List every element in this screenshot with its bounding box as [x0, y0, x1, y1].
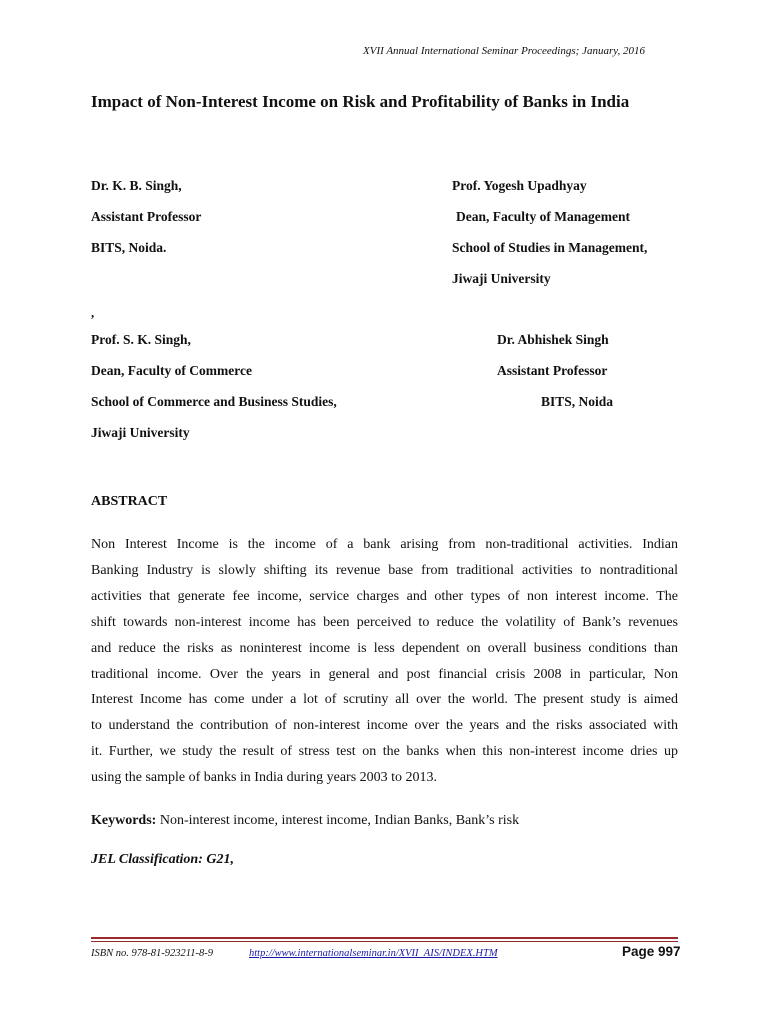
- author3-position: Dean, Faculty of Commerce: [91, 363, 252, 378]
- paper-title: Impact of Non-Interest Income on Risk and Profitability of Banks in India: [91, 92, 630, 111]
- abstract-line: and reduce the risks as noninterest income is less dependent on overall business conditions than: [91, 640, 678, 656]
- abstract-line: shift towards non-interest income has been perceived to reduce the volatility of Bank’s revenues: [91, 614, 678, 630]
- abstract-line: it. Further, we study the result of stress test on the banks when this non-interest income dries up: [91, 744, 678, 760]
- running-header: XVII Annual International Seminar Proceedings; January, 2016: [363, 45, 645, 57]
- author1-name: Dr. K. B. Singh,: [91, 178, 182, 193]
- isbn: ISBN no. 978-81-923211-8-9: [91, 948, 213, 959]
- jel-classification: JEL Classification: G21,: [91, 852, 234, 867]
- author2-position: Dean, Faculty of Management: [456, 209, 630, 224]
- author1-affiliation: BITS, Noida.: [91, 240, 167, 255]
- abstract-line: using the sample of banks in India during years 2003 to 2013.: [91, 770, 438, 786]
- author2-university: Jiwaji University: [452, 271, 551, 286]
- keywords: [91, 813, 519, 829]
- abstract-line: traditional income. Over the years in general and post financial crisis 2008 in particular, Non: [91, 666, 678, 682]
- author-separator: ,: [91, 305, 95, 320]
- keywords-text: Non-interest income, interest income, Indian Banks, Bank’s risk: [159, 813, 520, 828]
- author2-school: School of Studies in Management,: [452, 240, 648, 255]
- footer-rule: [91, 937, 678, 939]
- abstract-body: [91, 532, 678, 791]
- author4-name: Dr. Abhishek Singh: [497, 332, 609, 347]
- author2-name: Prof. Yogesh Upadhyay: [452, 178, 587, 193]
- abstract-line: activities that generate fee income, service charges and other types of non interest income. The: [91, 588, 678, 604]
- footer-rule-thin: [91, 941, 678, 942]
- author3-school: School of Commerce and Business Studies,: [91, 394, 337, 409]
- proceedings-link[interactable]: http://www.internationalseminar.in/XVII_AIS/INDEX.HTM: [249, 948, 498, 959]
- abstract-line: to understand the contribution of non-interest income over the years and the risks associated with: [91, 718, 678, 734]
- abstract-line: Non Interest Income is the income of a bank arising from non-traditional activities. Indian: [91, 537, 678, 552]
- author1-position: Assistant Professor: [91, 209, 202, 224]
- author4-affiliation: BITS, Noida: [541, 394, 614, 409]
- abstract-line: Interest Income has come under a lot of scrutiny all over the world. The present study is aimed: [91, 692, 678, 708]
- author3-university: Jiwaji University: [91, 425, 190, 440]
- abstract-line: Banking Industry is slowly shifting its revenue base from traditional activities to nontraditional: [91, 562, 678, 578]
- abstract-heading: ABSTRACT: [91, 494, 168, 509]
- keywords-label: Keywords:: [91, 813, 157, 828]
- page-number: Page 997: [622, 944, 681, 959]
- author3-name: Prof. S. K. Singh,: [91, 332, 191, 347]
- author4-position: Assistant Professor: [497, 363, 608, 378]
